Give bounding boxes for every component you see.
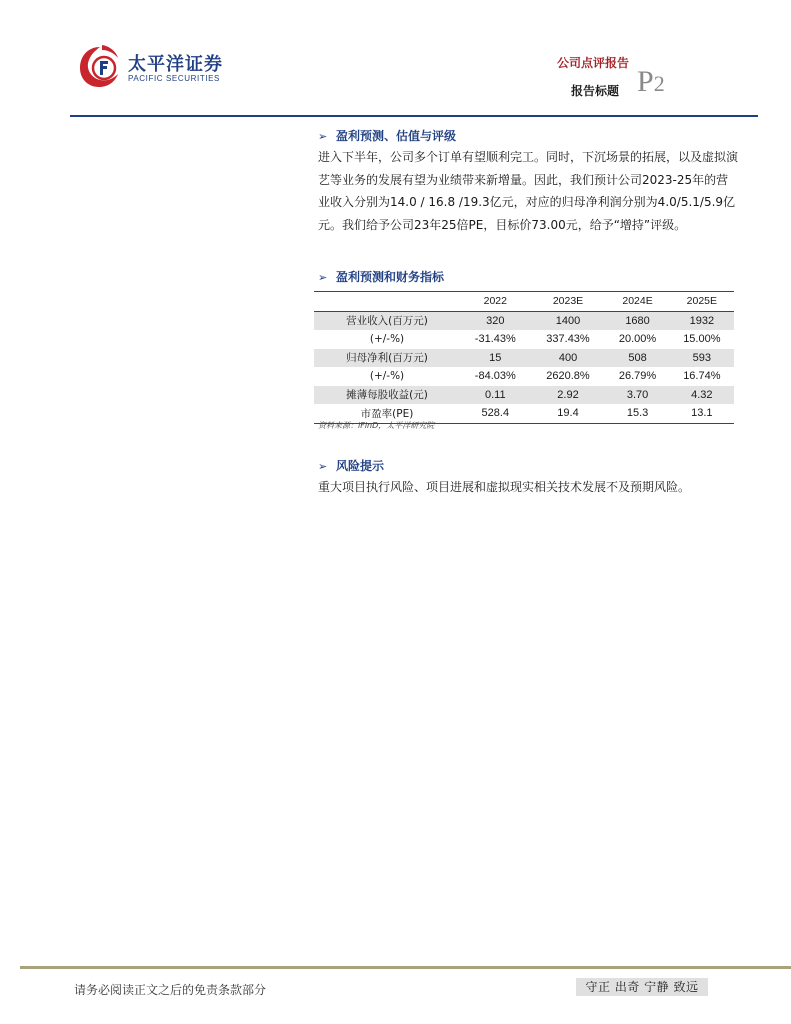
header-divider xyxy=(70,115,758,117)
section-heading-risk xyxy=(318,457,384,474)
forecast-paragraph: 进入下半年，公司多个订单有望顺利完工。同时，下沉场景的拓展，以及虚拟演艺等业务的发展有望为业绩带来新增量。因此，我们预计公司2023-25年的营业收入分别为14.0 / 16.8 /19.3亿元，对应的归母净利润分别为4.0/5.1/5.9亿元。我们给予公司23年25倍PE，目标价73.00元，给予“增持”评级。 xyxy=(318,150,739,232)
section-heading-label: 风险提示 xyxy=(336,459,385,473)
row-label: 归母净利(百万元) xyxy=(314,349,460,368)
table-cell: 0.11 xyxy=(460,386,531,405)
table-header-cell: 2024E xyxy=(622,295,653,308)
table-cell: 1400 xyxy=(531,311,606,330)
table-cell: 1680 xyxy=(605,311,669,330)
table-cell: 320 xyxy=(460,311,531,330)
table-row xyxy=(314,311,734,330)
table-header-cell xyxy=(314,292,460,312)
row-label: 摊薄每股收益(元) xyxy=(314,386,460,405)
page-letter: P xyxy=(637,65,654,98)
footer-divider xyxy=(20,966,791,969)
footer-motto: 守正 出奇 宁静 致远 xyxy=(576,978,708,996)
table-cell: 528.4 xyxy=(481,407,510,420)
table-source-note: 资料来源：iFinD，太平洋研究院 xyxy=(318,421,435,430)
logo-mark-icon xyxy=(78,44,122,90)
report-type: 公司点评报告 xyxy=(556,56,629,70)
financial-table xyxy=(314,291,734,424)
table-cell: 26.79% xyxy=(618,370,657,383)
table-header-cell: 2022 xyxy=(483,295,507,308)
arrow-bullet-icon: ➢ xyxy=(318,271,328,284)
table-header-cell: 2023E xyxy=(552,295,584,308)
table-row xyxy=(314,386,734,405)
page-digit: 2 xyxy=(653,71,665,96)
table-cell: -31.43% xyxy=(474,333,516,346)
table-header-cell: 2025E xyxy=(686,295,718,308)
row-label: 市盈率(PE) xyxy=(360,407,414,420)
row-label: (+/-%) xyxy=(369,333,405,346)
table-cell: 20.00% xyxy=(618,333,657,346)
table-header-row xyxy=(314,292,734,312)
section-heading-label: 盈利预测和财务指标 xyxy=(336,270,445,284)
table-cell: 2620.8% xyxy=(546,370,590,383)
risk-paragraph: 重大项目执行风险、项目进展和虚拟现实相关技术发展不及预期风险。 xyxy=(318,480,691,494)
row-label: (+/-%) xyxy=(369,370,405,383)
table-cell: 3.70 xyxy=(605,386,669,405)
table-cell: 16.74% xyxy=(683,370,721,383)
table-cell: -84.03% xyxy=(474,370,516,383)
table-cell: 1932 xyxy=(670,311,734,330)
arrow-bullet-icon: ➢ xyxy=(318,460,328,473)
table-cell: 15.3 xyxy=(626,407,649,420)
table-cell: 2.92 xyxy=(531,386,606,405)
report-title: 报告标题 xyxy=(570,84,619,98)
logo-chinese-name: 太平洋证券 xyxy=(128,54,223,75)
table-cell: 15.00% xyxy=(683,333,721,346)
footer-disclaimer: 请务必阅读正文之后的免责条款部分 xyxy=(74,983,267,997)
table-cell: 19.4 xyxy=(557,407,579,420)
section-heading-forecast xyxy=(318,127,456,144)
logo-english-name: PACIFIC SECURITIES xyxy=(128,74,220,83)
page-number xyxy=(637,65,665,101)
table-row xyxy=(314,349,734,368)
table-row xyxy=(314,330,734,349)
table-cell: 15 xyxy=(460,349,531,368)
table-cell: 508 xyxy=(605,349,669,368)
table-cell: 13.1 xyxy=(691,407,713,420)
section-heading-label: 盈利预测、估值与评级 xyxy=(336,129,457,143)
table-cell: 4.32 xyxy=(670,386,734,405)
row-label: 营业收入(百万元) xyxy=(314,311,460,330)
arrow-bullet-icon: ➢ xyxy=(318,130,328,143)
table-cell: 400 xyxy=(531,349,606,368)
table-cell: 593 xyxy=(670,349,734,368)
section-heading-financials xyxy=(318,268,444,285)
table-cell: 337.43% xyxy=(546,333,590,346)
table-row xyxy=(314,367,734,386)
company-logo xyxy=(78,44,234,90)
